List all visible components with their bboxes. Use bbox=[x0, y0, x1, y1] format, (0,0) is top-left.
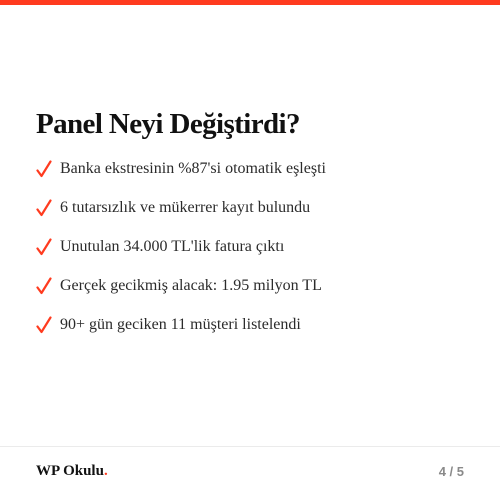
page-indicator: 4 / 5 bbox=[438, 464, 464, 479]
check-icon bbox=[36, 160, 52, 178]
list-item-text: Gerçek gecikmiş alacak: 1.95 milyon TL bbox=[60, 276, 322, 294]
brand-dot: . bbox=[103, 463, 108, 479]
list-item-text: 90+ gün geciken 11 müşteri listelendi bbox=[60, 315, 301, 333]
list-item bbox=[36, 273, 476, 298]
check-icon bbox=[36, 277, 52, 295]
footer bbox=[0, 446, 500, 500]
list-item-text: Unutulan 34.000 TL'lik fatura çıktı bbox=[60, 237, 285, 255]
check-icon bbox=[36, 238, 52, 256]
list-item-text: Banka ekstresinin %87'si otomatik eşleşti bbox=[60, 159, 326, 177]
slide-title: Panel Neyi Değiştirdi? bbox=[36, 108, 300, 140]
checklist bbox=[36, 156, 476, 337]
list-item-text: 6 tutarsızlık ve mükerrer kayıt bulundu bbox=[60, 198, 311, 216]
list-item bbox=[36, 195, 476, 220]
list-item bbox=[36, 156, 476, 181]
accent-top-bar bbox=[0, 0, 500, 5]
list-item bbox=[36, 312, 476, 337]
brand-logo bbox=[36, 463, 108, 480]
slide-content bbox=[36, 106, 476, 351]
list-item bbox=[36, 234, 476, 259]
check-icon bbox=[36, 199, 52, 217]
check-icon bbox=[36, 316, 52, 334]
brand-name: WP Okulu bbox=[36, 463, 104, 479]
